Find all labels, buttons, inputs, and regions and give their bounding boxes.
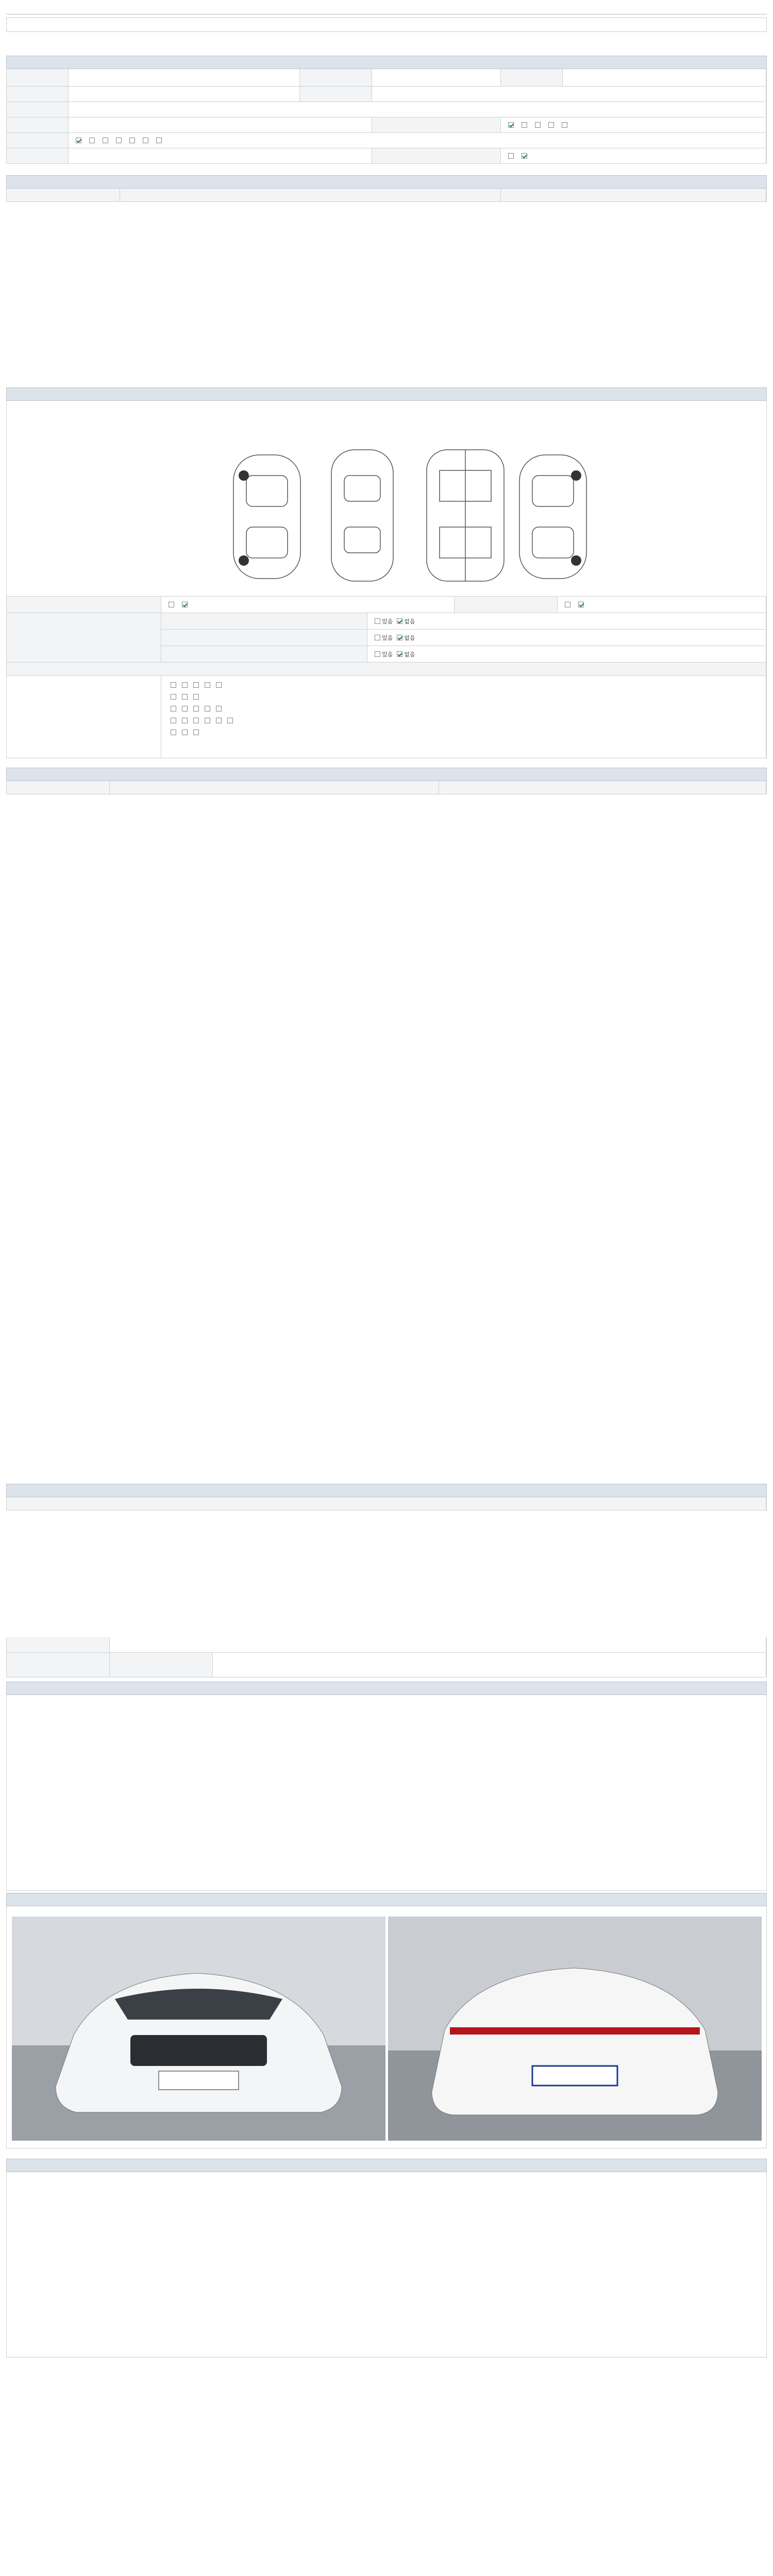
basic-row-6 [6,148,767,164]
checkbox[interactable] [562,122,567,128]
car-top-icon [331,450,393,581]
checkbox[interactable] [103,138,108,143]
basic-row-5 [6,133,767,148]
basic-row-3 [6,102,767,117]
rear-photo [388,1917,762,2141]
section-basic [6,56,767,69]
warranty-options [501,148,766,163]
car-outline-diagram [223,439,594,589]
section-repair [6,387,767,401]
section-sign [6,2159,767,2172]
label-first-reg [7,102,69,117]
label-year [7,87,69,101]
checkbox[interactable] [116,138,122,143]
accident-row [6,597,767,613]
status-head [6,189,767,202]
part-head [6,663,767,676]
part-grid [6,676,767,758]
value-inspection [372,87,766,101]
notice-box [6,18,767,32]
checkbox[interactable] [548,122,554,128]
checkbox[interactable] [375,651,380,657]
checkbox[interactable] [397,618,402,624]
checkbox[interactable] [76,138,81,143]
checkbox[interactable] [143,138,148,143]
extra-row [6,1637,767,1653]
detail-head [6,781,767,794]
page-title [6,3,767,14]
label-fuel [7,133,69,148]
options-head [6,1497,767,1511]
checkbox[interactable] [578,602,584,607]
label-vin [7,117,69,132]
basic-row-4 [6,117,767,133]
section-detail [6,768,767,781]
section-notice [6,1682,767,1695]
photo-panel [6,1906,767,2148]
value-car-name [69,69,300,86]
checkbox[interactable] [375,618,380,624]
label-transmission [372,117,501,132]
label-frame [501,69,563,86]
basic-row-2 [6,87,767,102]
checkbox[interactable] [375,635,380,640]
value-vin [69,117,372,132]
value-engine [69,148,372,163]
label-inspection [300,87,372,101]
checkbox[interactable] [397,635,402,640]
sign-block [6,2172,767,2358]
opinion-row [6,1653,767,1677]
checkbox[interactable] [397,651,402,657]
checkbox[interactable] [156,138,162,143]
value-plate [563,69,766,86]
section-status [6,175,767,189]
value-year [69,87,300,101]
car-damage-diagram [6,401,767,597]
checkbox[interactable] [129,138,135,143]
basic-row-1 [6,69,767,87]
label-engine [7,148,69,163]
checkbox[interactable] [565,602,570,607]
checkbox[interactable] [89,138,95,143]
checkbox[interactable] [182,602,188,607]
checkbox[interactable] [508,153,514,159]
major-parts-row: 있음 없음 있음 없음 있음 없음 [6,613,767,663]
front-photo [12,1917,385,2141]
label-warranty [372,148,501,163]
fuel-options [69,133,766,148]
checkbox[interactable] [522,122,527,128]
section-options [6,1484,767,1497]
section-photos [6,1893,767,1906]
checkbox[interactable] [522,153,527,159]
label-empty [300,69,372,86]
label-car-name [7,69,69,86]
transmission-options [501,117,766,132]
checkbox[interactable] [169,602,174,607]
notice-text [6,1695,767,1891]
value-first-reg [69,102,766,117]
checkbox[interactable] [535,122,541,128]
checkbox[interactable] [508,122,514,128]
